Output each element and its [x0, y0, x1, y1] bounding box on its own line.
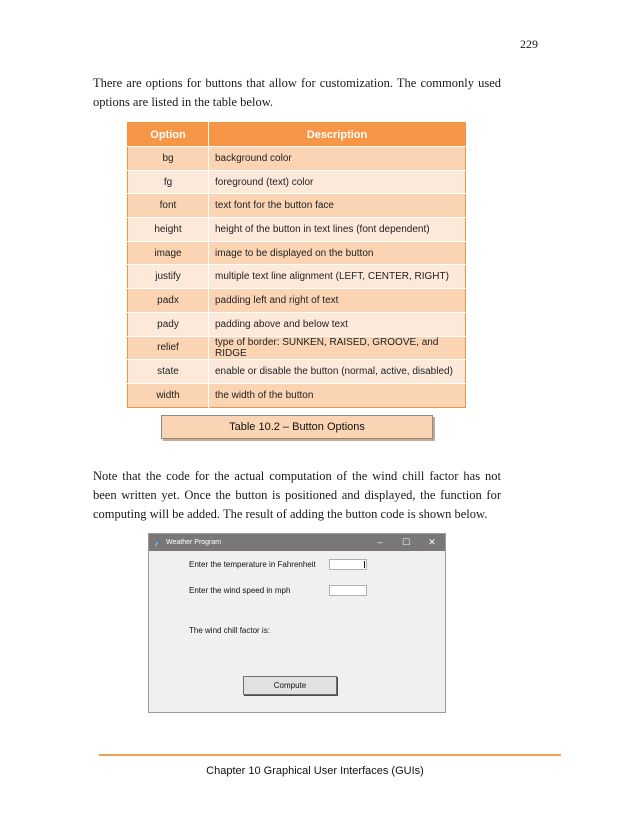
maximize-icon[interactable]: ☐ [401, 537, 411, 547]
minimize-icon[interactable]: – [377, 537, 383, 547]
wind-speed-label: Enter the wind speed in mph [189, 586, 291, 595]
table-caption [161, 415, 433, 439]
temperature-input[interactable] [329, 559, 367, 570]
table-row [128, 194, 466, 218]
footer-divider [99, 754, 561, 756]
description-cell: text font for the button face [209, 194, 466, 218]
compute-button-label: Compute [273, 681, 307, 690]
table-header-row [128, 123, 466, 147]
description-cell: background color [209, 147, 466, 171]
page-number: 229 [520, 37, 538, 51]
description-cell: multiple text line alignment (LEFT, CENTER, RIGHT) [209, 265, 466, 289]
description-cell: height of the button in text lines (font dependent) [209, 218, 466, 242]
option-cell: image [128, 241, 209, 265]
table-row [128, 170, 466, 194]
button-options-table [127, 122, 466, 408]
table-row [128, 312, 466, 336]
table-row [128, 289, 466, 313]
option-cell: bg [128, 147, 209, 171]
wind-speed-input[interactable] [329, 585, 367, 596]
header-description: Description [209, 123, 466, 147]
description-cell: image to be displayed on the button [209, 241, 466, 265]
table-row [128, 360, 466, 384]
table-row [128, 241, 466, 265]
chapter-footer: Chapter 10 Graphical User Interfaces (GUIs) [206, 765, 424, 777]
window-title: Weather Program [166, 539, 222, 546]
option-cell: justify [128, 265, 209, 289]
temperature-label: Enter the temperature in Fahrenheit [189, 560, 316, 569]
option-cell: width [128, 383, 209, 407]
wind-chill-result-label: The wind chill factor is: [189, 626, 270, 635]
table-row [128, 218, 466, 242]
compute-button[interactable] [243, 676, 337, 695]
header-option: Option [128, 123, 209, 147]
option-cell: font [128, 194, 209, 218]
option-cell: relief [128, 336, 209, 360]
table-row [128, 336, 466, 360]
description-cell: type of border: SUNKEN, RAISED, GROOVE, and RIDGE [209, 336, 466, 360]
table-row [128, 383, 466, 407]
option-cell: pady [128, 312, 209, 336]
table-row [128, 265, 466, 289]
option-cell: padx [128, 289, 209, 313]
table-caption-text: Table 10.2 – Button Options [229, 421, 365, 433]
description-cell: padding above and below text [209, 312, 466, 336]
option-cell: height [128, 218, 209, 242]
option-cell: fg [128, 170, 209, 194]
text-caret [364, 561, 365, 568]
description-cell: enable or disable the button (normal, active, disabled) [209, 360, 466, 384]
intro-paragraph: There are options for buttons that allow for customization. The commonly used options are listed in the table below. [93, 76, 501, 109]
table-row [128, 147, 466, 171]
close-icon[interactable]: ✕ [428, 537, 436, 547]
note-paragraph: Note that the code for the actual computation of the wind chill factor has not been written yet. Once the button is positioned and displayed, the function for computing will be added. The result of adding the button code is shown below. [93, 469, 501, 521]
feather-icon [153, 538, 162, 547]
description-cell: the width of the button [209, 383, 466, 407]
description-cell: foreground (text) color [209, 170, 466, 194]
description-cell: padding left and right of text [209, 289, 466, 313]
weather-program-window [148, 533, 446, 713]
option-cell: state [128, 360, 209, 384]
window-titlebar[interactable] [149, 534, 445, 551]
